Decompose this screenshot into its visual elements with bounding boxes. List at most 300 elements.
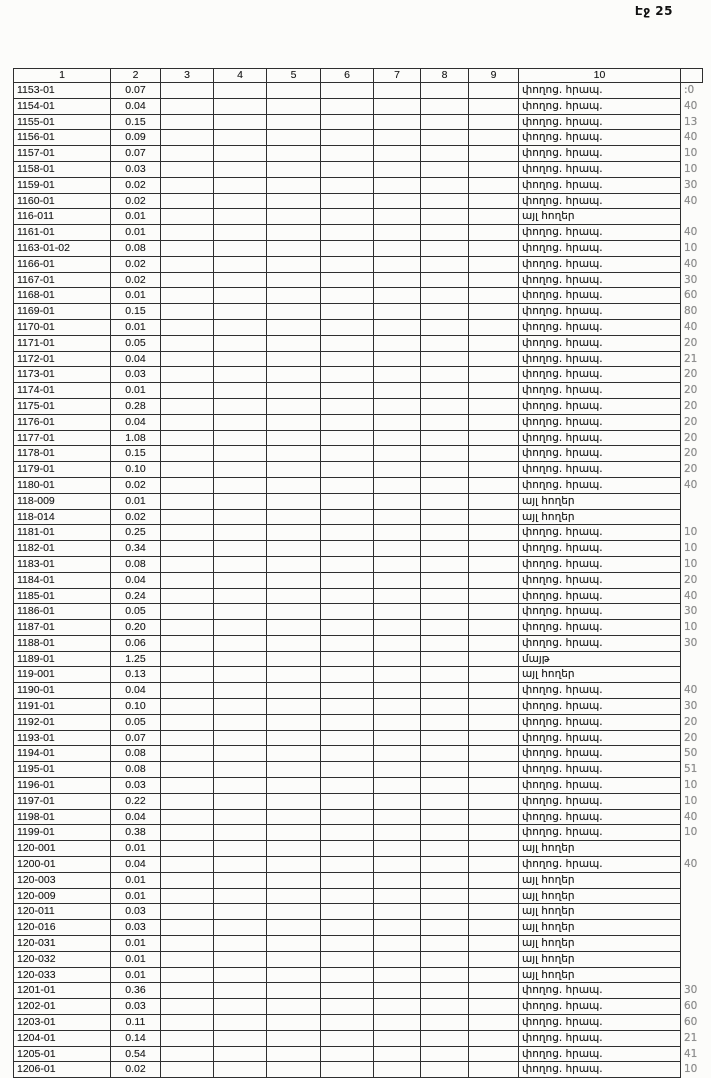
parcel-id-cell: 1170-01 xyxy=(14,319,111,335)
empty-cell-col-4 xyxy=(214,114,267,130)
parcel-id-cell: 1174-01 xyxy=(14,383,111,399)
empty-cell-col-4 xyxy=(214,778,267,794)
empty-cell-col-5 xyxy=(267,683,321,699)
empty-cell-col-8 xyxy=(421,335,469,351)
empty-cell-col-5 xyxy=(267,730,321,746)
area-value-cell: 0.01 xyxy=(111,888,161,904)
area-value-cell: 0.01 xyxy=(111,209,161,225)
empty-cell-col-5 xyxy=(267,1046,321,1062)
parcel-id-cell: 1185-01 xyxy=(14,588,111,604)
empty-cell-col-5 xyxy=(267,509,321,525)
empty-cell-col-4 xyxy=(214,667,267,683)
land-use-cell: փողոց. հրապ. xyxy=(519,857,681,873)
empty-cell-col-8 xyxy=(421,493,469,509)
empty-cell-col-3 xyxy=(161,209,214,225)
area-value-cell: 0.15 xyxy=(111,304,161,320)
empty-cell-col-6 xyxy=(321,572,374,588)
empty-cell-col-4 xyxy=(214,809,267,825)
empty-cell-col-7 xyxy=(374,714,421,730)
column-header-8: 8 xyxy=(421,69,469,83)
empty-cell-col-5 xyxy=(267,193,321,209)
empty-cell-col-4 xyxy=(214,825,267,841)
empty-cell-col-7 xyxy=(374,778,421,794)
empty-cell-col-6 xyxy=(321,556,374,572)
table-row xyxy=(14,635,703,651)
table-row xyxy=(14,699,703,715)
empty-cell-col-8 xyxy=(421,462,469,478)
empty-cell-col-8 xyxy=(421,841,469,857)
empty-cell-col-9 xyxy=(469,667,519,683)
empty-cell-col-4 xyxy=(214,477,267,493)
empty-cell-col-9 xyxy=(469,714,519,730)
table-row xyxy=(14,872,703,888)
empty-cell-col-8 xyxy=(421,872,469,888)
empty-cell-col-7 xyxy=(374,556,421,572)
empty-cell-col-3 xyxy=(161,335,214,351)
parcel-id-cell: 1176-01 xyxy=(14,414,111,430)
empty-cell-col-7 xyxy=(374,304,421,320)
empty-cell-col-5 xyxy=(267,809,321,825)
empty-cell-col-3 xyxy=(161,825,214,841)
column-header-3: 3 xyxy=(161,69,214,83)
area-value-cell: 0.03 xyxy=(111,161,161,177)
empty-cell-col-3 xyxy=(161,572,214,588)
empty-cell-col-6 xyxy=(321,762,374,778)
empty-cell-col-6 xyxy=(321,746,374,762)
table-row xyxy=(14,146,703,162)
table-row xyxy=(14,114,703,130)
parcel-id-cell: 116-011 xyxy=(14,209,111,225)
empty-cell-col-5 xyxy=(267,398,321,414)
empty-cell-col-7 xyxy=(374,936,421,952)
empty-cell-col-6 xyxy=(321,651,374,667)
area-value-cell: 0.04 xyxy=(111,809,161,825)
empty-cell-col-3 xyxy=(161,351,214,367)
empty-cell-col-7 xyxy=(374,335,421,351)
empty-cell-col-8 xyxy=(421,730,469,746)
empty-cell-col-3 xyxy=(161,1015,214,1031)
empty-cell-col-6 xyxy=(321,1062,374,1078)
empty-cell-col-7 xyxy=(374,920,421,936)
margin-annotation: 20 xyxy=(684,573,698,586)
empty-cell-col-7 xyxy=(374,730,421,746)
margin-annotation: 40 xyxy=(684,194,698,207)
empty-cell-col-9 xyxy=(469,304,519,320)
land-use-cell: փողոց. հրապ. xyxy=(519,746,681,762)
empty-cell-col-4 xyxy=(214,936,267,952)
empty-cell-col-4 xyxy=(214,272,267,288)
empty-cell-col-9 xyxy=(469,793,519,809)
empty-cell-col-8 xyxy=(421,256,469,272)
empty-cell-col-9 xyxy=(469,683,519,699)
empty-cell-col-7 xyxy=(374,319,421,335)
table-row xyxy=(14,1046,703,1062)
empty-cell-col-8 xyxy=(421,857,469,873)
table-row xyxy=(14,335,703,351)
empty-cell-col-8 xyxy=(421,1015,469,1031)
empty-cell-col-8 xyxy=(421,936,469,952)
empty-cell-col-4 xyxy=(214,762,267,778)
empty-cell-col-7 xyxy=(374,541,421,557)
table-row xyxy=(14,793,703,809)
empty-cell-col-9 xyxy=(469,904,519,920)
margin-annotation: 10 xyxy=(684,779,698,792)
empty-cell-col-5 xyxy=(267,493,321,509)
empty-cell-col-3 xyxy=(161,1046,214,1062)
area-value-cell: 0.02 xyxy=(111,509,161,525)
empty-cell-col-6 xyxy=(321,509,374,525)
empty-cell-col-7 xyxy=(374,114,421,130)
empty-cell-col-4 xyxy=(214,872,267,888)
parcel-id-cell: 1189-01 xyxy=(14,651,111,667)
empty-cell-col-9 xyxy=(469,130,519,146)
margin-annotation: 40 xyxy=(684,257,698,270)
empty-cell-col-8 xyxy=(421,951,469,967)
table-row xyxy=(14,841,703,857)
table-row xyxy=(14,1062,703,1078)
empty-cell-col-6 xyxy=(321,951,374,967)
empty-cell-col-3 xyxy=(161,793,214,809)
empty-cell-col-4 xyxy=(214,414,267,430)
empty-cell-col-8 xyxy=(421,1030,469,1046)
empty-cell-col-9 xyxy=(469,699,519,715)
empty-cell-col-7 xyxy=(374,999,421,1015)
empty-cell-col-4 xyxy=(214,888,267,904)
table-row xyxy=(14,209,703,225)
empty-cell-col-8 xyxy=(421,620,469,636)
empty-cell-col-9 xyxy=(469,430,519,446)
empty-cell-col-5 xyxy=(267,367,321,383)
empty-cell-col-8 xyxy=(421,699,469,715)
empty-cell-col-5 xyxy=(267,872,321,888)
empty-cell-col-8 xyxy=(421,146,469,162)
margin-annotation: 10 xyxy=(684,542,698,555)
parcel-id-cell: 1205-01 xyxy=(14,1046,111,1062)
empty-cell-col-5 xyxy=(267,604,321,620)
empty-cell-col-3 xyxy=(161,98,214,114)
margin-annotation: 10 xyxy=(684,826,698,839)
empty-cell-col-5 xyxy=(267,651,321,667)
margin-annotation: 20 xyxy=(684,731,698,744)
area-value-cell: 0.02 xyxy=(111,1062,161,1078)
empty-cell-col-9 xyxy=(469,209,519,225)
empty-cell-col-7 xyxy=(374,209,421,225)
empty-cell-col-3 xyxy=(161,477,214,493)
land-use-cell: փողոց. հրապ. xyxy=(519,83,681,99)
land-use-cell: փողոց. հրապ. xyxy=(519,477,681,493)
parcel-id-cell: 1168-01 xyxy=(14,288,111,304)
empty-cell-col-3 xyxy=(161,446,214,462)
empty-cell-col-5 xyxy=(267,1015,321,1031)
empty-cell-col-5 xyxy=(267,430,321,446)
empty-cell-col-6 xyxy=(321,730,374,746)
empty-cell-col-4 xyxy=(214,699,267,715)
empty-cell-col-4 xyxy=(214,857,267,873)
empty-cell-col-6 xyxy=(321,778,374,794)
column-header-10: 10 xyxy=(519,69,681,83)
margin-annotation: 40 xyxy=(684,810,698,823)
area-value-cell: 0.25 xyxy=(111,525,161,541)
table-row xyxy=(14,999,703,1015)
empty-cell-col-8 xyxy=(421,161,469,177)
empty-cell-col-6 xyxy=(321,161,374,177)
land-use-cell: փողոց. հրապ. xyxy=(519,714,681,730)
area-value-cell: 0.36 xyxy=(111,983,161,999)
margin-annotation: 13 xyxy=(684,115,698,128)
margin-annotation: 10 xyxy=(684,557,698,570)
table-row xyxy=(14,825,703,841)
empty-cell-col-5 xyxy=(267,746,321,762)
empty-cell-col-6 xyxy=(321,414,374,430)
table-row xyxy=(14,304,703,320)
empty-cell-col-3 xyxy=(161,398,214,414)
empty-cell-col-9 xyxy=(469,825,519,841)
empty-cell-col-4 xyxy=(214,351,267,367)
parcel-id-cell: 1160-01 xyxy=(14,193,111,209)
empty-cell-col-8 xyxy=(421,383,469,399)
land-use-cell: այլ հողեր xyxy=(519,936,681,952)
empty-cell-col-6 xyxy=(321,272,374,288)
empty-cell-col-5 xyxy=(267,383,321,399)
empty-cell-col-7 xyxy=(374,1030,421,1046)
empty-cell-col-9 xyxy=(469,951,519,967)
table-row xyxy=(14,493,703,509)
empty-cell-col-7 xyxy=(374,841,421,857)
table-row xyxy=(14,857,703,873)
empty-cell-col-6 xyxy=(321,967,374,983)
empty-cell-col-9 xyxy=(469,746,519,762)
empty-cell-col-8 xyxy=(421,667,469,683)
empty-cell-col-8 xyxy=(421,793,469,809)
empty-cell-col-5 xyxy=(267,351,321,367)
empty-cell-col-4 xyxy=(214,1062,267,1078)
parcel-id-cell: 1183-01 xyxy=(14,556,111,572)
margin-annotation: 40 xyxy=(684,131,698,144)
empty-cell-col-6 xyxy=(321,114,374,130)
land-use-cell: փողոց. հրապ. xyxy=(519,809,681,825)
parcel-id-cell: 1167-01 xyxy=(14,272,111,288)
parcel-id-cell: 118-009 xyxy=(14,493,111,509)
empty-cell-col-4 xyxy=(214,635,267,651)
empty-cell-col-3 xyxy=(161,83,214,99)
empty-cell-col-3 xyxy=(161,288,214,304)
empty-cell-col-4 xyxy=(214,225,267,241)
land-use-cell: փողոց. հրապ. xyxy=(519,240,681,256)
empty-cell-col-7 xyxy=(374,746,421,762)
area-value-cell: 0.07 xyxy=(111,146,161,162)
empty-cell-col-8 xyxy=(421,398,469,414)
table-row xyxy=(14,746,703,762)
empty-cell-col-3 xyxy=(161,114,214,130)
empty-cell-col-7 xyxy=(374,398,421,414)
margin-annotation xyxy=(681,888,703,904)
area-value-cell: 0.15 xyxy=(111,446,161,462)
empty-cell-col-9 xyxy=(469,762,519,778)
parcel-id-cell: 1182-01 xyxy=(14,541,111,557)
land-use-cell: այլ հողեր xyxy=(519,509,681,525)
empty-cell-col-6 xyxy=(321,667,374,683)
empty-cell-col-9 xyxy=(469,983,519,999)
area-value-cell: 0.34 xyxy=(111,541,161,557)
parcel-id-cell: 1161-01 xyxy=(14,225,111,241)
parcel-id-cell: 1197-01 xyxy=(14,793,111,809)
empty-cell-col-6 xyxy=(321,872,374,888)
empty-cell-col-8 xyxy=(421,635,469,651)
empty-cell-col-8 xyxy=(421,746,469,762)
empty-cell-col-3 xyxy=(161,888,214,904)
area-value-cell: 0.07 xyxy=(111,730,161,746)
empty-cell-col-4 xyxy=(214,304,267,320)
parcel-id-cell: 1203-01 xyxy=(14,1015,111,1031)
empty-cell-col-3 xyxy=(161,383,214,399)
empty-cell-col-6 xyxy=(321,477,374,493)
parcel-id-cell: 1159-01 xyxy=(14,177,111,193)
empty-cell-col-9 xyxy=(469,83,519,99)
empty-cell-col-4 xyxy=(214,193,267,209)
empty-cell-col-6 xyxy=(321,430,374,446)
land-use-cell: փողոց. հրապ. xyxy=(519,335,681,351)
parcel-id-cell: 1153-01 xyxy=(14,83,111,99)
empty-cell-col-9 xyxy=(469,857,519,873)
empty-cell-col-7 xyxy=(374,462,421,478)
parcel-id-cell: 1157-01 xyxy=(14,146,111,162)
empty-cell-col-9 xyxy=(469,398,519,414)
empty-cell-col-8 xyxy=(421,1062,469,1078)
empty-cell-col-9 xyxy=(469,367,519,383)
area-value-cell: 0.02 xyxy=(111,256,161,272)
empty-cell-col-4 xyxy=(214,588,267,604)
empty-cell-col-6 xyxy=(321,240,374,256)
empty-cell-col-8 xyxy=(421,967,469,983)
empty-cell-col-7 xyxy=(374,683,421,699)
empty-cell-col-6 xyxy=(321,635,374,651)
empty-cell-col-3 xyxy=(161,872,214,888)
empty-cell-col-8 xyxy=(421,888,469,904)
empty-cell-col-7 xyxy=(374,888,421,904)
empty-cell-col-4 xyxy=(214,525,267,541)
empty-cell-col-8 xyxy=(421,683,469,699)
empty-cell-col-5 xyxy=(267,967,321,983)
margin-annotation: 41 xyxy=(684,1047,698,1060)
empty-cell-col-5 xyxy=(267,130,321,146)
empty-cell-col-5 xyxy=(267,209,321,225)
empty-cell-col-8 xyxy=(421,193,469,209)
table-row xyxy=(14,430,703,446)
land-use-cell: փողոց. հրապ. xyxy=(519,319,681,335)
margin-annotation: 40 xyxy=(684,684,698,697)
empty-cell-col-4 xyxy=(214,651,267,667)
empty-cell-col-3 xyxy=(161,161,214,177)
area-value-cell: 1.25 xyxy=(111,651,161,667)
empty-cell-col-8 xyxy=(421,983,469,999)
empty-cell-col-5 xyxy=(267,983,321,999)
empty-cell-col-7 xyxy=(374,620,421,636)
empty-cell-col-7 xyxy=(374,699,421,715)
land-use-cell: փողոց. հրապ. xyxy=(519,983,681,999)
empty-cell-col-5 xyxy=(267,477,321,493)
land-use-cell: փողոց. հրապ. xyxy=(519,1062,681,1078)
parcel-id-cell: 120-003 xyxy=(14,872,111,888)
table-row xyxy=(14,240,703,256)
area-value-cell: 0.03 xyxy=(111,778,161,794)
margin-annotation: 10 xyxy=(684,241,698,254)
empty-cell-col-5 xyxy=(267,667,321,683)
parcel-id-cell: 1202-01 xyxy=(14,999,111,1015)
empty-cell-col-9 xyxy=(469,256,519,272)
parcel-id-cell: 1180-01 xyxy=(14,477,111,493)
empty-cell-col-9 xyxy=(469,778,519,794)
land-use-cell: փողոց. հրապ. xyxy=(519,462,681,478)
margin-annotation xyxy=(681,967,703,983)
empty-cell-col-8 xyxy=(421,288,469,304)
table-row xyxy=(14,588,703,604)
area-value-cell: 0.14 xyxy=(111,1030,161,1046)
land-use-cell: փողոց. հրապ. xyxy=(519,635,681,651)
land-use-cell: փողոց. հրապ. xyxy=(519,146,681,162)
empty-cell-col-6 xyxy=(321,525,374,541)
area-value-cell: 0.03 xyxy=(111,904,161,920)
area-value-cell: 0.01 xyxy=(111,936,161,952)
empty-cell-col-6 xyxy=(321,177,374,193)
margin-annotation: 30 xyxy=(684,178,698,191)
empty-cell-col-8 xyxy=(421,778,469,794)
empty-cell-col-7 xyxy=(374,1046,421,1062)
empty-cell-col-5 xyxy=(267,620,321,636)
land-use-cell: փողոց. հրապ. xyxy=(519,762,681,778)
empty-cell-col-6 xyxy=(321,714,374,730)
table-row xyxy=(14,683,703,699)
land-use-cell: փողոց. հրապ. xyxy=(519,793,681,809)
empty-cell-col-4 xyxy=(214,446,267,462)
empty-cell-col-9 xyxy=(469,809,519,825)
empty-cell-col-8 xyxy=(421,367,469,383)
table-row xyxy=(14,667,703,683)
area-value-cell: 0.02 xyxy=(111,177,161,193)
empty-cell-col-7 xyxy=(374,872,421,888)
empty-cell-col-6 xyxy=(321,193,374,209)
margin-annotation: 10 xyxy=(684,147,698,160)
empty-cell-col-7 xyxy=(374,1062,421,1078)
empty-cell-col-8 xyxy=(421,525,469,541)
land-use-cell: փողոց. հրապ. xyxy=(519,572,681,588)
empty-cell-col-6 xyxy=(321,446,374,462)
empty-cell-col-5 xyxy=(267,699,321,715)
table-row xyxy=(14,525,703,541)
margin-annotation: 50 xyxy=(684,747,698,760)
empty-cell-col-5 xyxy=(267,793,321,809)
parcel-id-cell: 1186-01 xyxy=(14,604,111,620)
empty-cell-col-7 xyxy=(374,588,421,604)
parcel-id-cell: 120-032 xyxy=(14,951,111,967)
margin-annotation: 21 xyxy=(684,352,698,365)
empty-cell-col-6 xyxy=(321,1046,374,1062)
land-use-cell: փողոց. հրապ. xyxy=(519,430,681,446)
empty-cell-col-6 xyxy=(321,98,374,114)
empty-cell-col-6 xyxy=(321,857,374,873)
empty-cell-col-3 xyxy=(161,620,214,636)
parcel-id-cell: 1191-01 xyxy=(14,699,111,715)
land-use-cell: այլ հողեր xyxy=(519,951,681,967)
empty-cell-col-8 xyxy=(421,209,469,225)
margin-annotation xyxy=(681,872,703,888)
area-value-cell: 0.02 xyxy=(111,272,161,288)
empty-cell-col-8 xyxy=(421,130,469,146)
empty-cell-col-9 xyxy=(469,351,519,367)
empty-cell-col-7 xyxy=(374,240,421,256)
area-value-cell: 1.08 xyxy=(111,430,161,446)
empty-cell-col-6 xyxy=(321,588,374,604)
parcel-id-cell: 1179-01 xyxy=(14,462,111,478)
